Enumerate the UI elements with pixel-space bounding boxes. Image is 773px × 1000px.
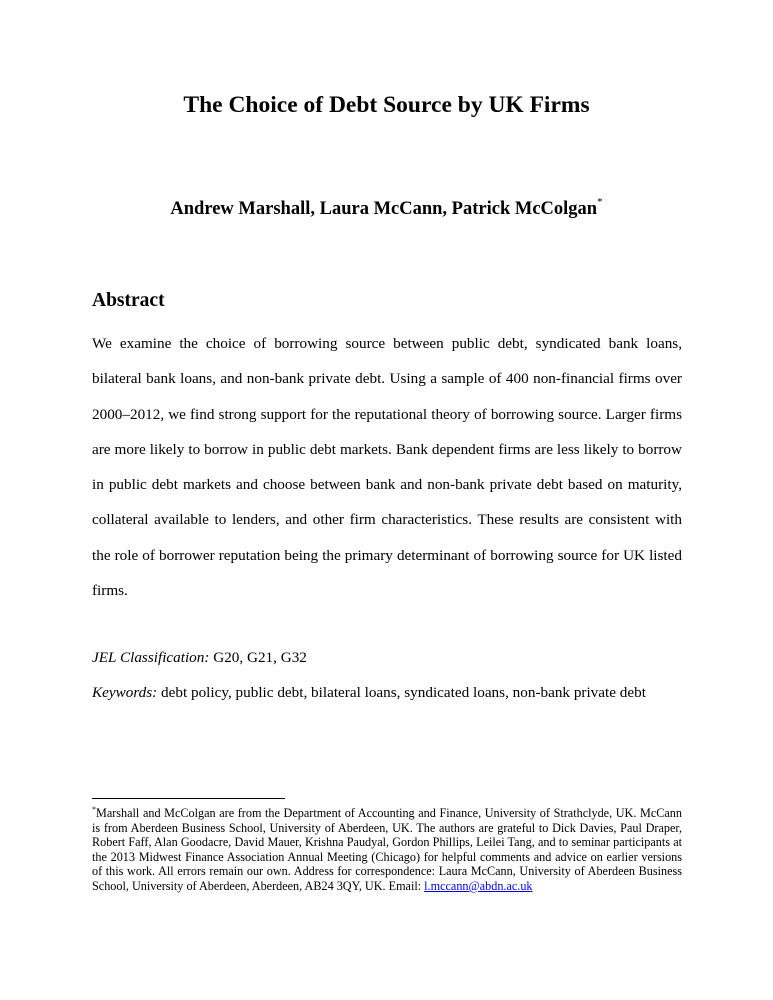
jel-classification xyxy=(92,644,307,672)
jel-label: JEL Classification: xyxy=(92,649,210,666)
footnote-marker: * xyxy=(92,805,96,814)
paper-title: The Choice of Debt Source by UK Firms xyxy=(183,92,590,118)
email-link[interactable]: l.mccann@abdn.ac.uk xyxy=(424,878,533,893)
author-names: Andrew Marshall, Laura McCann, Patrick McColgan xyxy=(170,199,598,219)
author-list xyxy=(0,195,773,223)
keywords-label: Keywords: xyxy=(92,684,158,701)
jel-codes: G20, G21, G32 xyxy=(213,649,307,666)
abstract-body: We examine the choice of borrowing source between public debt, syndicated bank loans, bilateral bank loans, and non-bank private debt. Using a sample of 400 non-financial firms over 2000–2012, we find strong support for the reputational theory of borrowing source. Larger firms are more likely to borrow in public debt markets. Bank dependent firms are less likely to borrow in public debt markets and choose between bank and non-bank private debt based on maturity, collateral available to lenders, and other firm characteristics. These results are consistent with the role of borrower reputation being the primary determinant of borrowing source for UK listed firms. xyxy=(92,335,682,600)
keywords-list: debt policy, public debt, bilateral loans, syndicated loans, non-bank private debt xyxy=(161,684,646,701)
author-footnote-marker: * xyxy=(597,196,603,208)
footnote-text: Marshall and McColgan are from the Department of Accounting and Finance, University of Strathclyde, UK. McCann is from Aberdeen Business School, University of Aberdeen, UK. The authors are grateful to Dick Davies, Paul Draper, Robert Faff, Alan Goodacre, David Mauer, Krishna Paudyal, Gordon Phillips, Leilei Tang, and to seminar participants at the 2013 Midwest Finance Association Annual Meeting (Chicago) for helpful comments and advice on earlier versions of this work. All errors remain our own. Address for correspondence: Laura McCann, University of Aberdeen Business School, University of Aberdeen, Aberdeen, AB24 3QY, UK. Email: xyxy=(92,806,682,893)
abstract-heading: Abstract xyxy=(92,290,165,311)
author-footnote xyxy=(92,806,682,894)
footnote-divider xyxy=(92,798,285,799)
keywords-line xyxy=(92,679,646,707)
